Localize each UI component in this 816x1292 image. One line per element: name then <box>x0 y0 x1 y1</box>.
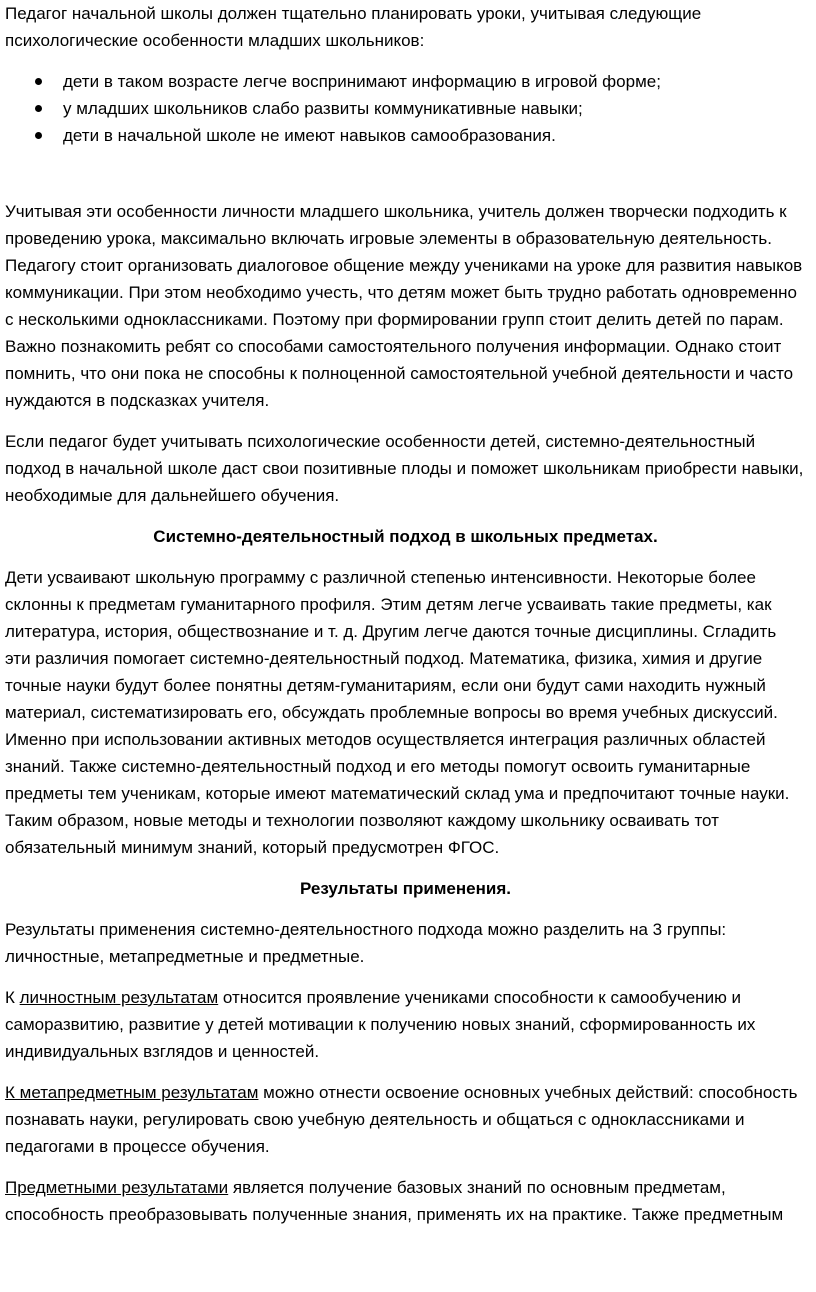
paragraph-psychological-features: Если педагог будет учитывать психологические особенности детей, системно-деятельностный подход в начальной школе даст свои позитивные плоды и поможет школьникам приобрести навыки, необходимые для дальнейшего обучения. <box>5 432 804 505</box>
text-rest: относится проявление учениками способности к самообучению и саморазвитию, развитие у детей мотивации к получению новых знаний, сформированность их индивидуальных взглядов и ценностей. <box>5 988 756 1061</box>
list-item-text: дети в начальной школе не имеют навыков самообразования. <box>63 126 556 145</box>
paragraph-teacher-approach: Учитывая эти особенности личности младшего школьника, учитель должен творчески подходить к проведению урока, максимально включать игровые элементы в образовательную деятельность. Педагогу стоит организовать диалоговое общение между учениками на уроке для развития навыков коммуникации. При этом необходимо учесть, что детям может быть трудно работать одновременно с несколькими одноклассниками. Поэтому при формировании групп стоит делить детей по парам. Важно познакомить ребят со способами самостоятельного получения информации. Однако стоит помнить, что они пока не способны к полноценной самостоятельной учебной деятельности и часто нуждаются в подсказках учителя. <box>5 202 803 410</box>
underlined-term: К метапредметным результатам <box>5 1083 259 1102</box>
paragraph-subject-results <box>5 1174 806 1228</box>
list-item <box>5 95 806 122</box>
underlined-term: Предметными результатами <box>5 1178 229 1197</box>
intro-paragraph: Педагог начальной школы должен тщательно планировать уроки, учитывая следующие психологические особенности младших школьников: <box>5 4 702 50</box>
list-item-text: дети в таком возрасте легче воспринимают информацию в игровой форме; <box>63 72 661 91</box>
spacer <box>5 149 806 198</box>
paragraph-personal-results <box>5 984 806 1065</box>
underlined-term: личностным результатам <box>19 988 219 1007</box>
paragraph-results-groups: Результаты применения системно-деятельностного подхода можно разделить на 3 группы: личностные, метапредметные и предметные. <box>5 920 727 966</box>
text-rest: можно отнести освоение основных учебных действий: способность познавать науки, регулировать свою учебную деятельность и общаться с одноклассниками и педагогами в процессе обучения. <box>5 1083 798 1156</box>
list-item-text: у младших школьников слабо развиты коммуникативные навыки; <box>63 99 583 118</box>
section-heading-subjects: Системно-деятельностный подход в школьных предметах. <box>153 527 658 546</box>
paragraph-metasubject-results <box>5 1079 806 1160</box>
list-item <box>5 122 806 149</box>
bullet-icon <box>35 132 42 139</box>
text-prefix: К <box>5 988 20 1007</box>
bullet-list <box>5 68 806 149</box>
bullet-icon <box>35 105 42 112</box>
bullet-icon <box>35 78 42 85</box>
text-rest: является получение базовых знаний по основным предметам, способность преобразовывать полученные знания, применять их на практике. Также предметным <box>5 1178 784 1224</box>
section-heading-results: Результаты применения. <box>300 879 511 898</box>
list-item <box>5 68 806 95</box>
paragraph-subjects: Дети усваивают школьную программу с различной степенью интенсивности. Некоторые более склонны к предметам гуманитарного профиля. Этим детям легче усваивать такие предметы, как литература, история, обществознание и т. д. Другим легче даются точные дисциплины. Сгладить эти различия помогает системно-деятельностный подход. Математика, физика, химия и другие точные науки будут более понятны детям-гуманитариям, если они будут сами находить нужный материал, систематизировать его, обсуждать проблемные вопросы во время учебных дискуссий. Именно при использовании активных методов осуществляется интеграция различных областей знаний. Также системно-деятельностный подход и его методы помогут освоить гуманитарные предметы тем ученикам, которые имеют математический склад ума и предпочитают точные науки. Таким образом, новые методы и технологии позволяют каждому школьнику осваивать тот обязательный минимум знаний, который предусмотрен ФГОС. <box>5 568 790 857</box>
